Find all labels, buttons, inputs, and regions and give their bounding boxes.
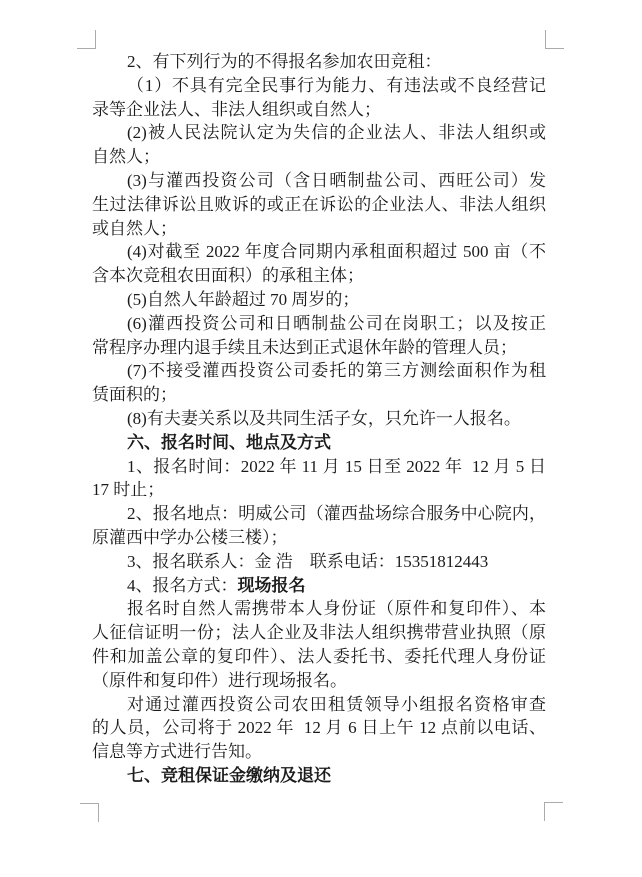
text-line [92,407,546,431]
text-segment: 常程序办理内退手续且未达到正式退休年龄的管理人员； [92,337,517,357]
text-segment: 现场报名 [237,575,306,595]
text-segment: 2、报名地点：明威公司（灌西盐场综合服务中心院内， [127,504,546,524]
crop-mark-bottom-right-icon [544,802,563,821]
text-line [92,50,546,74]
text-segment: 17 时止； [92,480,165,500]
text-segment: 原灌西中学办公楼三楼）； [92,527,288,547]
para-qualification-notice [92,693,546,764]
item-6-3-contact [92,550,546,574]
text-segment: (6)灌西投资公司和日晒制盐公司在岗职工；以及按正 [127,313,546,333]
text-segment: 生过法律诉讼且败诉的或正在诉讼的企业法人、非法人组织 [92,194,546,214]
clause-2-sub7 [92,359,546,407]
clause-2-sub2 [92,121,546,169]
text-segment: (5)自然人年龄超过 70 周岁的； [127,289,360,309]
clause-2-sub4 [92,240,546,288]
text-segment: 对通过灌西投资公司农田租赁领导小组报名资格审查 [127,694,546,714]
text-segment: (8)有夫妻关系以及共同生活子女，只允许一人报名。 [127,408,521,428]
text-line [92,455,546,479]
text-segment: 2、有下列行为的不得报名参加农田竞租： [127,52,442,71]
clause-2-intro [92,50,546,74]
item-6-2-place [92,502,546,550]
text-line [92,74,546,98]
text-line [92,217,546,241]
heading-line [92,764,546,788]
crop-mark-top-left-icon [77,30,96,49]
text-segment: 3、报名联系人：金 浩 联系电话：15351812443 [127,551,489,571]
text-line [92,502,546,526]
text-line [92,121,546,145]
text-segment: 自然人； [92,147,160,167]
text-segment: （1）不具有完全民事行为能力、有违法或不良经营记 [127,75,546,95]
text-line [92,169,546,193]
crop-mark-top-right-icon [545,30,564,49]
text-line [92,145,546,169]
item-6-4-method [92,574,546,598]
text-line [92,621,546,645]
text-segment: 信息等方式进行告知。 [92,742,262,762]
text-segment: (7)不接受灌西投资公司委托的第三方测绘面积作为租 [127,361,546,381]
text-line [92,336,546,360]
heading-section-6 [92,431,546,455]
clause-2-sub6 [92,312,546,360]
clause-2-sub1 [92,74,546,122]
text-segment: (4)对截至 2022 年度合同期内承租面积超过 500 亩（不 [127,242,546,262]
text-segment: 或自然人； [92,218,177,238]
text-segment: （原件和复印件）进行现场报名。 [92,670,347,690]
text-segment: 件和加盖公章的复印件）、法人委托书、委托代理人身份证 [92,646,546,666]
heading-line [92,431,546,455]
text-line [92,597,546,621]
text-segment: 人征信证明一份；法人企业及非法人组织携带营业执照（原 [92,623,546,643]
text-line [92,478,546,502]
para-required-materials [92,597,546,692]
text-segment: 含本次竞租农田面积）的承租主体； [92,266,364,286]
text-line [92,574,546,598]
text-segment: 4、报名方式： [127,575,238,595]
text-line [92,526,546,550]
text-line [92,693,546,717]
text-segment: 七、竞租保证金缴纳及退还 [127,765,331,785]
heading-section-7 [92,764,546,788]
text-segment: (3)与灌西投资公司（含日晒制盐公司、西旺公司）发 [127,170,546,190]
text-line [92,645,546,669]
text-line [92,264,546,288]
item-6-1-time [92,455,546,503]
text-line [92,550,546,574]
text-line [92,193,546,217]
text-line [92,669,546,693]
text-segment: (2)被人民法院认定为失信的企业法人、非法人组织或 [127,123,546,143]
text-line [92,740,546,764]
document-body [92,50,546,788]
text-line [92,240,546,264]
text-segment: 赁面积的； [92,385,177,405]
text-segment: 报名时自然人需携带本人身份证（原件和复印件）、本 [127,599,546,619]
clause-2-sub3 [92,169,546,240]
crop-mark-bottom-left-icon [80,803,99,822]
clause-2-sub8 [92,407,546,431]
text-segment: 六、报名时间、地点及方式 [127,432,331,452]
text-line [92,383,546,407]
text-line [92,312,546,336]
text-line [92,716,546,740]
text-line [92,98,546,122]
text-segment: 1、报名时间：2022 年 11 月 15 日至 2022 年 12 月 5 日 [127,456,546,476]
text-segment: 的人员，公司将于 2022 年 12 月 6 日上午 12 点前以电话、 [92,718,546,738]
text-line [92,359,546,383]
clause-2-sub5 [92,288,546,312]
text-line [92,288,546,312]
text-segment: 录等企业法人、非法人组织或自然人； [92,99,381,119]
